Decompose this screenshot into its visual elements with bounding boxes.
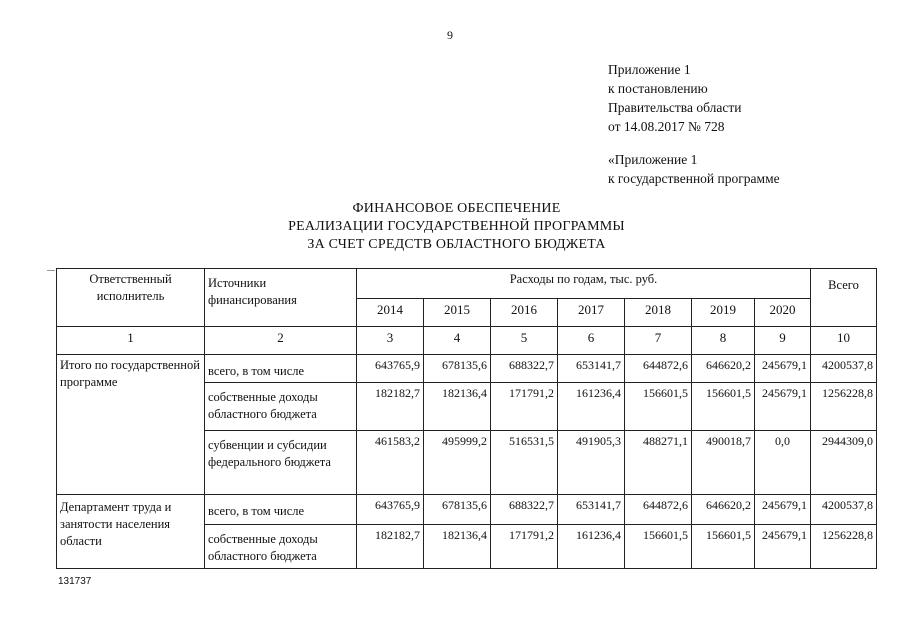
value-cell: 156601,5 [692, 525, 755, 569]
column-number: 9 [755, 327, 811, 355]
column-number: 5 [491, 327, 558, 355]
value-cell: 491905,3 [558, 431, 625, 495]
title-line: ФИНАНСОВОЕ ОБЕСПЕЧЕНИЕ [352, 201, 561, 216]
value-cell: 156601,5 [625, 525, 692, 569]
value-cell: 161236,4 [558, 383, 625, 431]
column-number: 8 [692, 327, 755, 355]
source-cell: собственные доходы областного бюджета [205, 383, 357, 431]
value-cell: 516531,5 [491, 431, 558, 495]
column-number: 2 [205, 327, 357, 355]
header-expenses: Расходы по годам, тыс. руб. [357, 269, 811, 299]
executor-cell: Департамент труда и занятости населения области [57, 495, 205, 569]
appendix-line: Приложение 1 [608, 62, 691, 77]
header-year: 2019 [692, 299, 755, 327]
margin-tick [47, 270, 55, 271]
value-cell: 653141,7 [558, 495, 625, 525]
source-cell: всего, в том числе [205, 355, 357, 383]
header-executor: Ответственный исполнитель [57, 269, 205, 327]
budget-table [56, 268, 877, 569]
column-number: 7 [625, 327, 692, 355]
value-cell: 688322,7 [491, 355, 558, 383]
appendix-line: Правительства области [608, 100, 742, 115]
column-number: 6 [558, 327, 625, 355]
title-line: РЕАЛИЗАЦИИ ГОСУДАРСТВЕННОЙ ПРОГРАММЫ [288, 219, 625, 234]
header-year: 2014 [357, 299, 424, 327]
column-number: 10 [811, 327, 877, 355]
column-number: 4 [424, 327, 491, 355]
value-cell: 171791,2 [491, 383, 558, 431]
value-cell: 245679,1 [755, 495, 811, 525]
program-appendix-line: «Приложение 1 [608, 152, 698, 167]
value-cell: 643765,9 [357, 495, 424, 525]
appendix-reference [608, 60, 741, 136]
value-cell: 156601,5 [692, 383, 755, 431]
program-appendix-reference [608, 150, 780, 188]
header-year: 2017 [558, 299, 625, 327]
document-title [0, 200, 905, 254]
total-cell: 4200537,8 [811, 355, 877, 383]
value-cell: 182136,4 [424, 525, 491, 569]
value-cell: 182182,7 [357, 383, 424, 431]
header-year: 2015 [424, 299, 491, 327]
header-sources: Источники финансирования [205, 269, 357, 327]
total-cell: 1256228,8 [811, 525, 877, 569]
column-number: 3 [357, 327, 424, 355]
executor-cell: Итого по государственной программе [57, 355, 205, 495]
value-cell: 678135,6 [424, 355, 491, 383]
value-cell: 245679,1 [755, 383, 811, 431]
value-cell: 495999,2 [424, 431, 491, 495]
appendix-line: от 14.08.2017 № 728 [608, 119, 725, 134]
value-cell: 488271,1 [625, 431, 692, 495]
document-code: 131737 [58, 576, 92, 587]
table-row [57, 355, 877, 383]
header-year: 2020 [755, 299, 811, 327]
value-cell: 643765,9 [357, 355, 424, 383]
total-cell: 1256228,8 [811, 383, 877, 431]
value-cell: 245679,1 [755, 355, 811, 383]
column-number-row [57, 327, 877, 355]
table-row [57, 495, 877, 525]
value-cell: 161236,4 [558, 525, 625, 569]
value-cell: 644872,6 [625, 355, 692, 383]
header-total: Всего [811, 269, 877, 327]
column-number: 1 [57, 327, 205, 355]
program-appendix-line: к государственной программе [608, 171, 780, 186]
appendix-line: к постановлению [608, 81, 708, 96]
value-cell: 0,0 [755, 431, 811, 495]
header-year: 2016 [491, 299, 558, 327]
source-cell: субвенции и субсидии федерального бюджета [205, 431, 357, 495]
value-cell: 171791,2 [491, 525, 558, 569]
value-cell: 688322,7 [491, 495, 558, 525]
value-cell: 461583,2 [357, 431, 424, 495]
source-cell: всего, в том числе [205, 495, 357, 525]
title-line: ЗА СЧЕТ СРЕДСТВ ОБЛАСТНОГО БЮДЖЕТА [307, 237, 606, 252]
value-cell: 182182,7 [357, 525, 424, 569]
total-cell: 4200537,8 [811, 495, 877, 525]
value-cell: 245679,1 [755, 525, 811, 569]
value-cell: 644872,6 [625, 495, 692, 525]
value-cell: 646620,2 [692, 355, 755, 383]
page-number: 9 [447, 28, 453, 42]
source-cell: собственные доходы областного бюджета [205, 525, 357, 569]
value-cell: 490018,7 [692, 431, 755, 495]
header-year: 2018 [625, 299, 692, 327]
value-cell: 156601,5 [625, 383, 692, 431]
value-cell: 653141,7 [558, 355, 625, 383]
total-cell: 2944309,0 [811, 431, 877, 495]
value-cell: 182136,4 [424, 383, 491, 431]
value-cell: 646620,2 [692, 495, 755, 525]
value-cell: 678135,6 [424, 495, 491, 525]
